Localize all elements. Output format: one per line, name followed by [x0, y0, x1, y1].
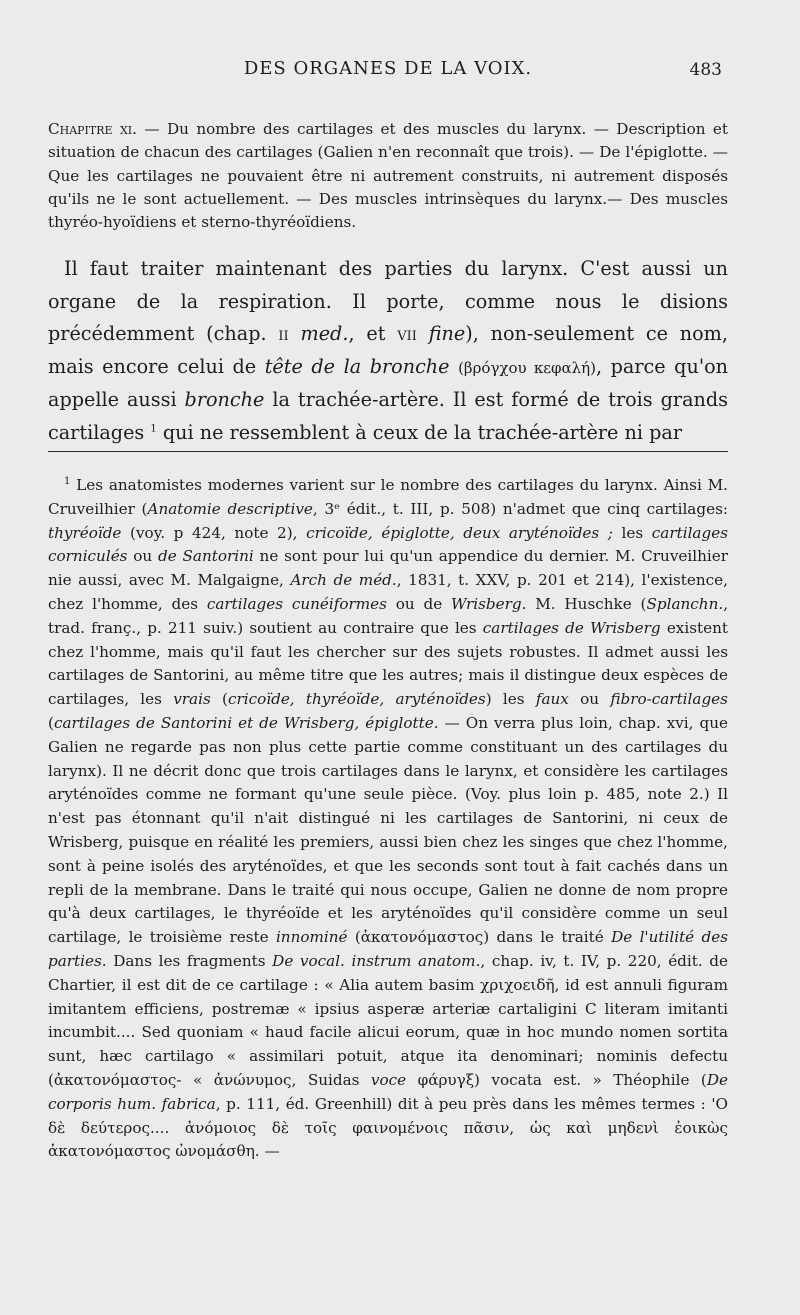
page-number: 483	[689, 60, 722, 80]
fn-d-italic: cartilages corniculés	[48, 523, 728, 566]
fn-r-italic: De vocal. instrum anatom.	[272, 951, 481, 970]
fn-m-italic: faux	[535, 690, 569, 709]
fn-l-italic: cricoïde, thyréoïde, aryténoïdes	[227, 690, 486, 709]
chapter-summary-text: — Du nombre des cartilages et des muscles du larynx. — Description et situation de chacun des cartilages (Galien n'en reconnaît que trois). — De l'épiglotte. — Que les cartilages ne pouvaient être ni autrement construits, ni autrement disposés qu'ils ne le sont actuellement. — Des muscles intrinsèques du larynx.— Des muscles thyréo-hyoïdiens et sterno-thyréoïdiens.	[48, 120, 728, 232]
chapter-ref-position-2: fine	[428, 322, 466, 345]
main-text-5: la trachée-artère. Il est formé de trois grands cartilages	[48, 388, 728, 444]
greek-term: (βρόγχου κεφαλή)	[458, 358, 596, 377]
chapter-ref-number-2: vii	[397, 322, 417, 345]
chapter-ref-number-1: ii	[278, 322, 289, 345]
fn-a-italic: Anatomie descriptive	[147, 499, 313, 518]
fn-h-italic: Wrisberg	[451, 594, 522, 613]
fn-s-italic: voce	[370, 1070, 407, 1089]
fn-k-italic: vrais	[173, 690, 211, 709]
fn-e: ou	[127, 547, 158, 566]
term-tete-de-la-bronche: tête de la bronche	[264, 354, 450, 378]
main-text-2: , et	[348, 322, 398, 345]
fn-g: , 1831, t. XXV, p. 201 et 214), l'existence, chez l'homme, des	[48, 571, 728, 613]
fn-q: (ἀκατονόμαστος) dans le traité	[347, 928, 612, 947]
chapter-label: Chapitre xi.	[48, 120, 137, 138]
main-text-6: qui ne ressemblent à ceux de la trachée-artère ni par	[156, 420, 682, 444]
term-bronche: bronche	[184, 388, 265, 411]
fn-c: (voy. p 424, note 2),	[121, 523, 307, 542]
footnote-marker: 1	[64, 475, 71, 487]
main-text-4: , parce qu'on appelle aussi	[48, 354, 729, 411]
fn-f-italic: Arch de méd.	[290, 571, 397, 590]
chapter-summary	[48, 118, 728, 234]
fn-j: , trad. franç., p. 211 suiv.) soutient au contraire que les	[48, 594, 729, 637]
fn-a: Les anatomistes modernes varient sur le nombre des cartilages du larynx. Ainsi M. Cruveilhier (	[48, 476, 729, 518]
fn-b: , 3ᵉ édit., t. III, p. 508) n'admet que cinq cartilages:	[312, 499, 728, 518]
footnote-reference: 1	[150, 423, 157, 435]
fn-g-italic: cartilages cunéiformes	[206, 594, 387, 613]
page-header	[48, 58, 728, 90]
fn-b-italic: thyréoïde	[48, 523, 122, 542]
fn-u: , p. 111, éd. Greenhill) dit à peu près dans les mêmes termes : 'Ο δὲ δεύτερος.... ἀνόμοιος δὲ τοῖς φαινομένοις πᾶσιν, ὡς καὶ μηδενὶ ἐοικὼς ἀκατονόμαστος ὠνομάσθη. —	[48, 1094, 728, 1161]
fn-k: existent chez l'homme, mais qu'il faut les chercher sur des sujets robustes. Il admet aussi les cartilages de Santorini, au même titre que les autres; mais il distingue deux espèces de cartilages, les	[48, 618, 729, 709]
fn-h: ou de	[386, 594, 452, 613]
fn-p-italic: innominé	[275, 928, 348, 947]
fn-n-italic: fibro-cartilages	[610, 690, 728, 709]
footnote-divider	[48, 451, 728, 452]
fn-n: ou	[568, 690, 611, 709]
running-title: DES ORGANES DE LA VOIX.	[243, 58, 533, 79]
main-text-3: ), non-seulement ce nom, mais encore celui de	[48, 322, 728, 378]
chapter-ref-position-1: med.	[300, 322, 349, 345]
fn-o-italic: cartilages de Santorini et de Wrisberg, épiglotte.	[53, 713, 439, 732]
fn-l: (	[210, 690, 228, 709]
fn-e-italic: de Santorini	[158, 547, 254, 566]
fn-i-italic: Splanchn.	[646, 594, 724, 613]
fn-f: ne sont pour lui qu'un appendice du dernier. M. Cruveilhier nie aussi, avec M. Malgaigne,	[48, 547, 728, 590]
fn-t-italic: De corporis hum. fabrica	[48, 1070, 728, 1113]
fn-i: . M. Huschke (	[521, 594, 647, 613]
fn-q-italic: De l'utilité des parties	[48, 928, 728, 970]
main-text-1: Il faut traiter maintenant des parties du larynx. C'est aussi un organe de la respiration. Il porte, comme nous le disions précédemment (chap.	[48, 257, 728, 345]
fn-p: — On verra plus loin, chap. xvi, que Galien ne regarde pas non plus cette partie comme constituant un des cartilages du larynx). Il ne décrit donc que trois cartilages dans le larynx, et considère les cartilages aryténoïdes comme ne formant qu'une seule pièce. (Voy. plus loin p. 485, note 2.) Il n'est pas étonnant qu'il n'ait distingué ni les cartilages de Santorini, ni ceux de Wrisberg, puisque en réalité les premiers, aussi bien chez les singes que chez l'homme, sont à peine isolés des aryténoïdes, et que les seconds sont tout à fait cachés dans un repli de la membrane. Dans le traité qui nous occupe, Galien ne donne de nom propre qu'à deux cartilages, le thyréoïde et les aryténoïdes qu'il considère comme un seul cartilage, le troisième reste	[48, 713, 728, 947]
fn-j-italic: cartilages de Wrisberg	[482, 618, 661, 637]
fn-o: (	[48, 713, 54, 732]
fn-t: φάρυγξ) vocata est. » Théophile (	[406, 1070, 707, 1089]
footnote	[48, 474, 728, 1164]
fn-s: , chap. iv, t. IV, p. 220, édit. de Chartier, il est dit de ce cartilage : « Alia autem basim χριχοειδῆ, id est annuli figuram imitantem efficiens, postremæ « ipsius asperæ arteriæ cartaligini C literam imitanti incumbit.... Sed quoniam « haud facile alicui eorum, quæ in hoc mundo nomen sortita sunt, hæc cartilago « assimilari potuit, atque ita denominari; nominis defectu (ἀκατονόμαστος- « ἀνώνυμος, Suidas	[48, 951, 728, 1089]
fn-c-italic: cricoïde, épiglotte, deux aryténoïdes ;	[306, 523, 613, 542]
fn-d: les	[612, 523, 652, 542]
fn-m: ) les	[485, 690, 536, 709]
fn-r: . Dans les fragments	[101, 951, 273, 970]
main-paragraph	[48, 253, 728, 449]
